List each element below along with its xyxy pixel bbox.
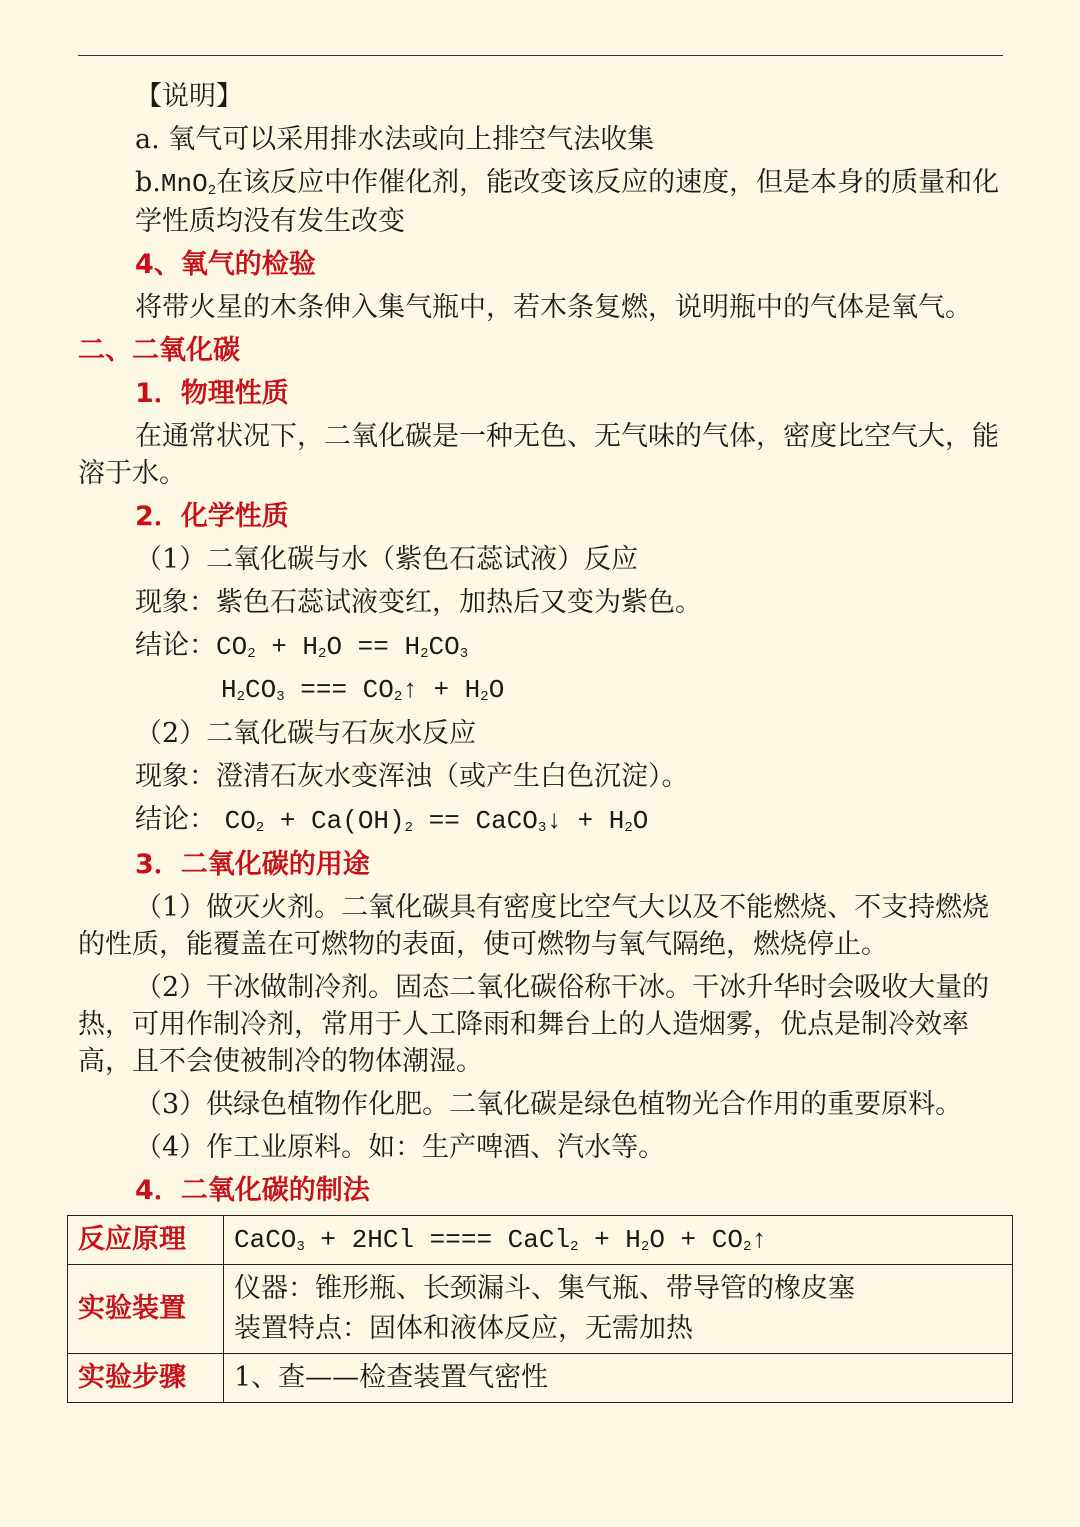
use-4: （4）作工业原料。如：生产啤酒、汽水等。 (135, 1132, 666, 1163)
mno2-formula: MnO$_2$ (160, 169, 217, 199)
table-row (68, 1216, 1013, 1265)
reaction2-title: （2）二氧化碳与石灰水反应 (135, 718, 477, 749)
table-row (68, 1354, 1013, 1403)
reaction1-conclusion: 结论：$CO_2 + H_2O == H_2CO_3$ (135, 630, 469, 662)
note-b: b.MnO$_2$在该反应中作催化剂，能改变该反应的速度，但是本身的质量和化学性质均没有发生改变 (135, 167, 1000, 237)
oxygen-test-heading: 4、氧气的检验 (135, 249, 316, 280)
apparatus-features: 装置特点：固体和液体反应，无需加热 (234, 1313, 693, 1344)
chemical-heading: 2．化学性质 (135, 501, 289, 532)
steps-cell: 1、查——检查装置气密性 (224, 1354, 1013, 1403)
apparatus-instruments: 仪器：锥形瓶、长颈漏斗、集气瓶、带导管的橡皮塞 (234, 1273, 855, 1304)
equation-preparation: CaCO$_3$ + 2HCl ==== CaCl$_2$ + $H_2O$ + $CO_2↑$ (224, 1216, 1013, 1265)
top-rule (78, 55, 1003, 56)
document-body (78, 78, 1003, 1209)
use-3: （3）供绿色植物作化肥。二氧化碳是绿色植物光合作用的重要原料。 (135, 1089, 963, 1120)
apparatus-cell (224, 1265, 1013, 1354)
physical-text: 在通常状况下，二氧化碳是一种无色、无气味的气体，密度比空气大，能溶于水。 (78, 421, 999, 489)
oxygen-test-text: 将带火星的木条伸入集气瓶中，若木条复燃，说明瓶中的气体是氧气。 (135, 292, 972, 323)
preparation-table (67, 1215, 1013, 1403)
note-title: 【说明】 (135, 81, 243, 112)
reaction1-phenomenon: 现象：紫色石蕊试液变红，加热后又变为紫色。 (135, 587, 702, 618)
row-head-principle: 反应原理 (68, 1216, 224, 1265)
co2-heading: 二、二氧化碳 (78, 335, 240, 366)
preparation-heading: 4．二氧化碳的制法 (135, 1175, 370, 1206)
equation-h2co3-decompose: $H_2CO_3$ === $CO_2↑ + H_2O$ (221, 675, 505, 705)
reaction1-title: （1）二氧化碳与水（紫色石蕊试液）反应 (135, 544, 639, 575)
physical-heading: 1．物理性质 (135, 378, 289, 409)
uses-heading: 3．二氧化碳的用途 (135, 849, 370, 880)
use-1: （1）做灭火剂。二氧化碳具有密度比空气大以及不能燃烧、不支持燃烧的性质，能覆盖在可燃物的表面，使可燃物与氧气隔绝，燃烧停止。 (78, 892, 990, 960)
reaction2-phenomenon: 现象：澄清石灰水变浑浊（或产生白色沉淀）。 (135, 761, 689, 792)
note-a: a. 氧气可以采用排水法或向上排空气法收集 (135, 124, 655, 155)
row-head-apparatus: 实验装置 (68, 1265, 224, 1354)
row-head-steps: 实验步骤 (68, 1354, 224, 1403)
equation-co2-h2o: $CO_2 + H_2O == H_2CO_3$ (216, 632, 469, 662)
equation-co2-limewater: $CO_2 + Ca(OH)_2$ == CaCO$_3$↓ + $H_2O$ (224, 806, 649, 836)
use-2: （2）干冰做制冷剂。固态二氧化碳俗称干冰。干冰升华时会吸收大量的热，可用作制冷剂，常用于人工降雨和舞台上的人造烟雾，优点是制冷效率高，且不会使被制冷的物体潮湿。 (78, 972, 990, 1077)
table-row (68, 1265, 1013, 1354)
reaction2-conclusion: 结论： $CO_2 + Ca(OH)_2$ == CaCO$_3$↓ + $H_2O$ (135, 804, 649, 836)
